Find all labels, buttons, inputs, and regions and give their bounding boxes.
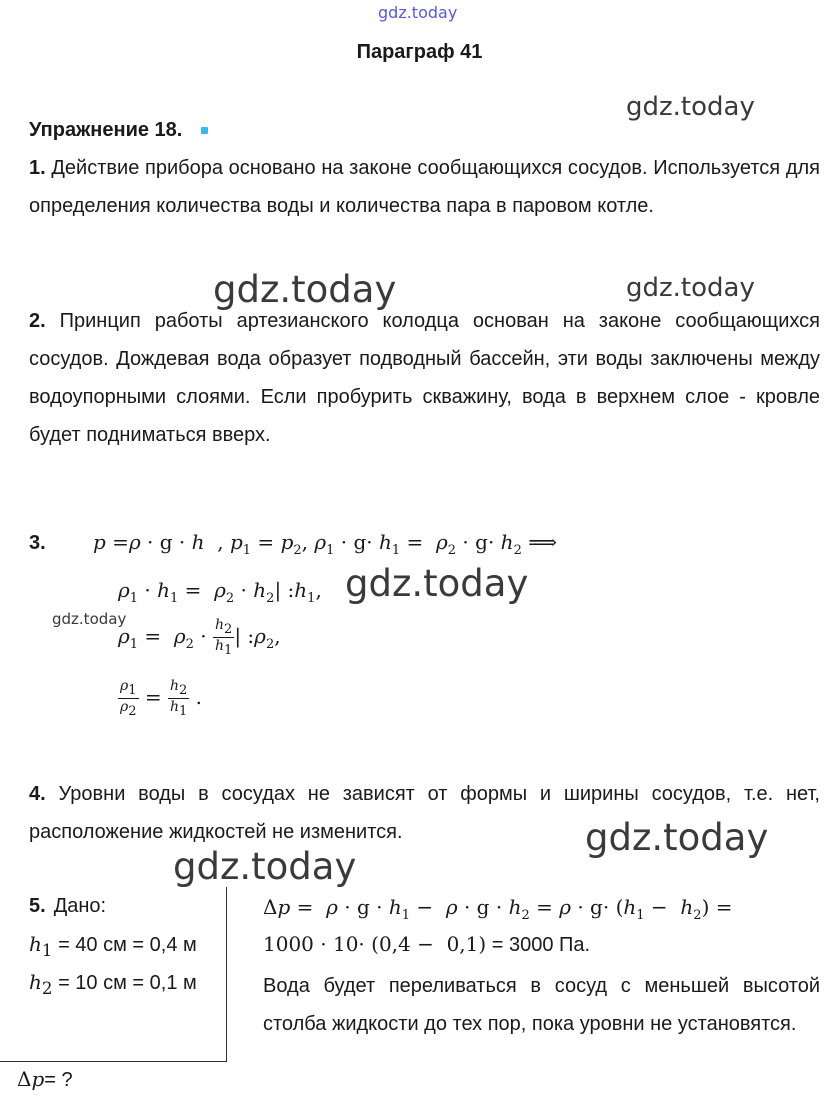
page-title: Параграф 41 (356, 41, 483, 63)
watermark: gdz.today (626, 273, 755, 303)
answer-text: Принцип работы артезианского колодца основан на законе сообщающихся сосудов. Дождевая вода образует подводный бассейн, эти воды заключены между водоупорными слоями. Если пробурить скважину, вода в верхнем слое - кровле будет подниматься вверх. (29, 310, 821, 446)
exercise-title: Упражнение 18. (29, 119, 183, 141)
formula-rho1: $\rho_1 = \rho_2$ · $\frac{h_2}{h_1}$ | $:\rho_2$, (118, 617, 281, 658)
solution-formula: $\Delta p = \rho \cdot g \cdot h_1 - \rho \cdot g \cdot h_2 = \rho \cdot g\cdot (h_1 - h_2)$ = (263, 895, 733, 923)
given-h1: $h_1 = 40$ см = 0,4 м (29, 932, 197, 960)
given-label (29, 895, 106, 918)
watermark: gdz.today (626, 92, 755, 122)
answer-number: 5. (29, 895, 46, 917)
given-title: Дано: (53, 895, 107, 917)
answer-text: Уровни воды в сосудах не зависят от формы и ширины сосудов, т.е. нет, расположение жидкостей не изменится. (29, 783, 820, 843)
formula-cancel-g: $\rho_1 \cdot h_1 = \rho_2 \cdot h_2|$ $:h_1$, (118, 578, 322, 606)
answer-text: Действие прибора основано на законе сообщающихся сосудов. Используется для определения количества воды и количества пара в паровом котле. (29, 157, 820, 217)
answer-number: 3. (29, 532, 46, 554)
formula-ratio: $\frac{\rho_1}{\rho_2}$ = $\frac{h_2}{h_1}$ . (120, 678, 203, 719)
watermark: gdz.today (52, 610, 127, 628)
answer-number: 4. (29, 783, 46, 805)
cursor-mark-icon (201, 127, 208, 134)
watermark: gdz.today (585, 816, 769, 859)
given-h2: $h_2 = 10$ см = 0,1 м (29, 970, 197, 998)
solution-calculation: 1000 · 10· (0,4 − 0,1) = 3000 Па. (263, 932, 591, 956)
answer-4 (29, 775, 820, 851)
answer-number: 2. (29, 310, 46, 332)
watermark: gdz.today (173, 845, 357, 888)
answer-number: 1. (29, 157, 46, 179)
watermark: gdz.today (345, 562, 529, 605)
find-delta-p: Δp= ? (17, 1067, 73, 1091)
answer-1 (29, 149, 820, 225)
solution-conclusion: Вода будет переливаться в сосуд с меньшей высотой столба жидкости до тех пор, пока уровни не установятся. (263, 975, 820, 1035)
answer-2 (29, 302, 820, 454)
watermark: gdz.today (213, 268, 397, 311)
formula-pressure-equality: p =ρ · g · h , $p_1 = p_2$, $\rho_1 \cdot g\cdot h_1 = \rho_2 \cdot g\cdot h_2$ ⟹ (93, 530, 557, 558)
watermark: gdz.today (378, 3, 458, 22)
